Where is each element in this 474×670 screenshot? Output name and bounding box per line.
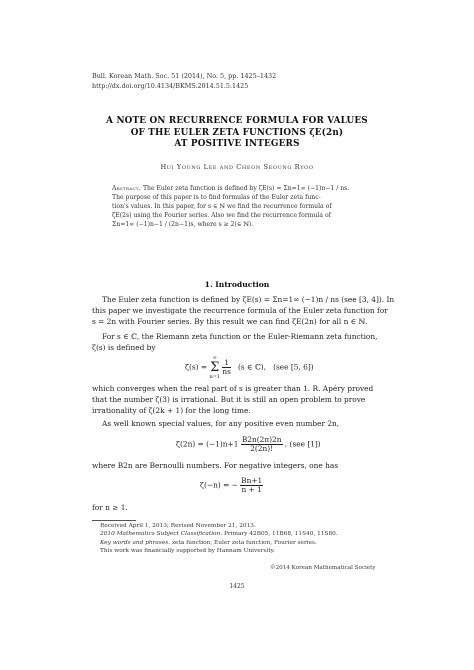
received-dates: Received April 1, 2013; Revised November 21, 2013. [100, 523, 256, 529]
abstract-line-2: The purpose of this paper is to find formulas of the Euler zeta func- [112, 194, 321, 201]
journal-header [92, 72, 276, 91]
abstract [112, 184, 366, 229]
title-line-2: OF THE EULER ZETA FUNCTIONS ζE(2n) [130, 127, 344, 138]
citation-line: Bull. Korean Math. Soc. 51 (2014), No. 5, pp. 1425–1432 [92, 72, 277, 80]
paragraph-4: As well known special values, for any positive even number 2n, [102, 419, 340, 428]
abstract-line-3: tion's values. In this paper, for s ∈ ℕ we find the recurrence formula of [112, 203, 332, 210]
funding-note: This work was financially supported by Hannam University. [100, 548, 276, 555]
abstract-line-1: Abstract. The Euler zeta function is defined by ζE(s) = Σn=1∞ (−1)n−1 / ns. [112, 185, 350, 192]
abstract-label: Abstract. [112, 185, 142, 192]
paragraph-5: where B2n are Bernoulli numbers. For negative integers, one has [92, 461, 339, 470]
equation-even-values: ζ(2n) = (−1)n+1 $\frac{B2n(2\pi)2n}{2(2n)!}$ , (see [1]) [176, 435, 321, 453]
page-number: 1425 [229, 583, 245, 590]
footnotes [92, 522, 338, 556]
title-line-1: A NOTE ON RECURRENCE FORMULA FOR VALUES [106, 116, 368, 126]
paragraph-1: The Euler zeta function is defined by ζE(s) = Σn=1∞ (−1)n / ns (see [3, 4]). In this paper we investigate the recurrence formula of the Euler zeta function for s = 2n with Fourier series. By this result we can find ζE(2n) for all n ∈ ℕ. [92, 295, 395, 327]
msc-classification: 2010 Mathematics Subject Classification. Primary 42B05, 11B68, 11S40, 11S80. [100, 531, 338, 538]
abstract-line-4: ζE(2s) using the Fourier series. Also we find the recurrence formula of [112, 212, 331, 219]
equation-riemann-zeta: ζ(s) = ∞ Σ n=1 $\frac{1}{ns}$ (s ∈ ℂ), (see [5, 6]) [185, 355, 314, 380]
fraction: $\frac{Bn+1}{n + 1}$ [241, 476, 263, 494]
title-line-3: AT POSITIVE INTEGERS [174, 139, 300, 149]
fraction: $\frac{1}{ns}$ [222, 358, 231, 376]
abstract-line-5: Σn=1∞ (−1)n−1 / (2n−1)s, where s ≥ 2(∈ ℕ). [112, 221, 254, 228]
doi-link[interactable]: http://dx.doi.org/10.4134/BKMS.2014.51.5.1425 [92, 81, 249, 90]
paragraph-2: For s ∈ ℂ, the Riemann zeta function or the Euler-Riemann zeta function, ζ(s) is defined by [92, 332, 378, 353]
paragraph-6: for n ≥ 1. [92, 503, 128, 512]
paper-title [0, 116, 474, 151]
keywords: Key words and phrases. zeta function, Euler zeta function, Fourier series. [100, 539, 317, 546]
authors: Hui Young Lee and Cheon Seoung Ryoo [160, 163, 314, 171]
fraction: $\frac{B2n(2\pi)2n}{2(2n)!}$ [241, 435, 282, 453]
copyright-notice: ©2014 Korean Mathematical Society [270, 565, 376, 571]
sum-symbol: ∞ Σ n=1 [209, 355, 221, 380]
paragraph-3: which converges when the real part of s is greater than 1. R. Apéry proved that the number ζ(3) is irrational. But it is still an open problem to prove irrationality of ζ(2k + 1) for the long time. [92, 384, 374, 416]
footnote-rule [92, 520, 136, 521]
equation-negative-values: ζ(−n) = − $\frac{Bn+1}{n + 1}$ [200, 476, 263, 494]
section-heading: 1. Introduction [204, 280, 270, 289]
